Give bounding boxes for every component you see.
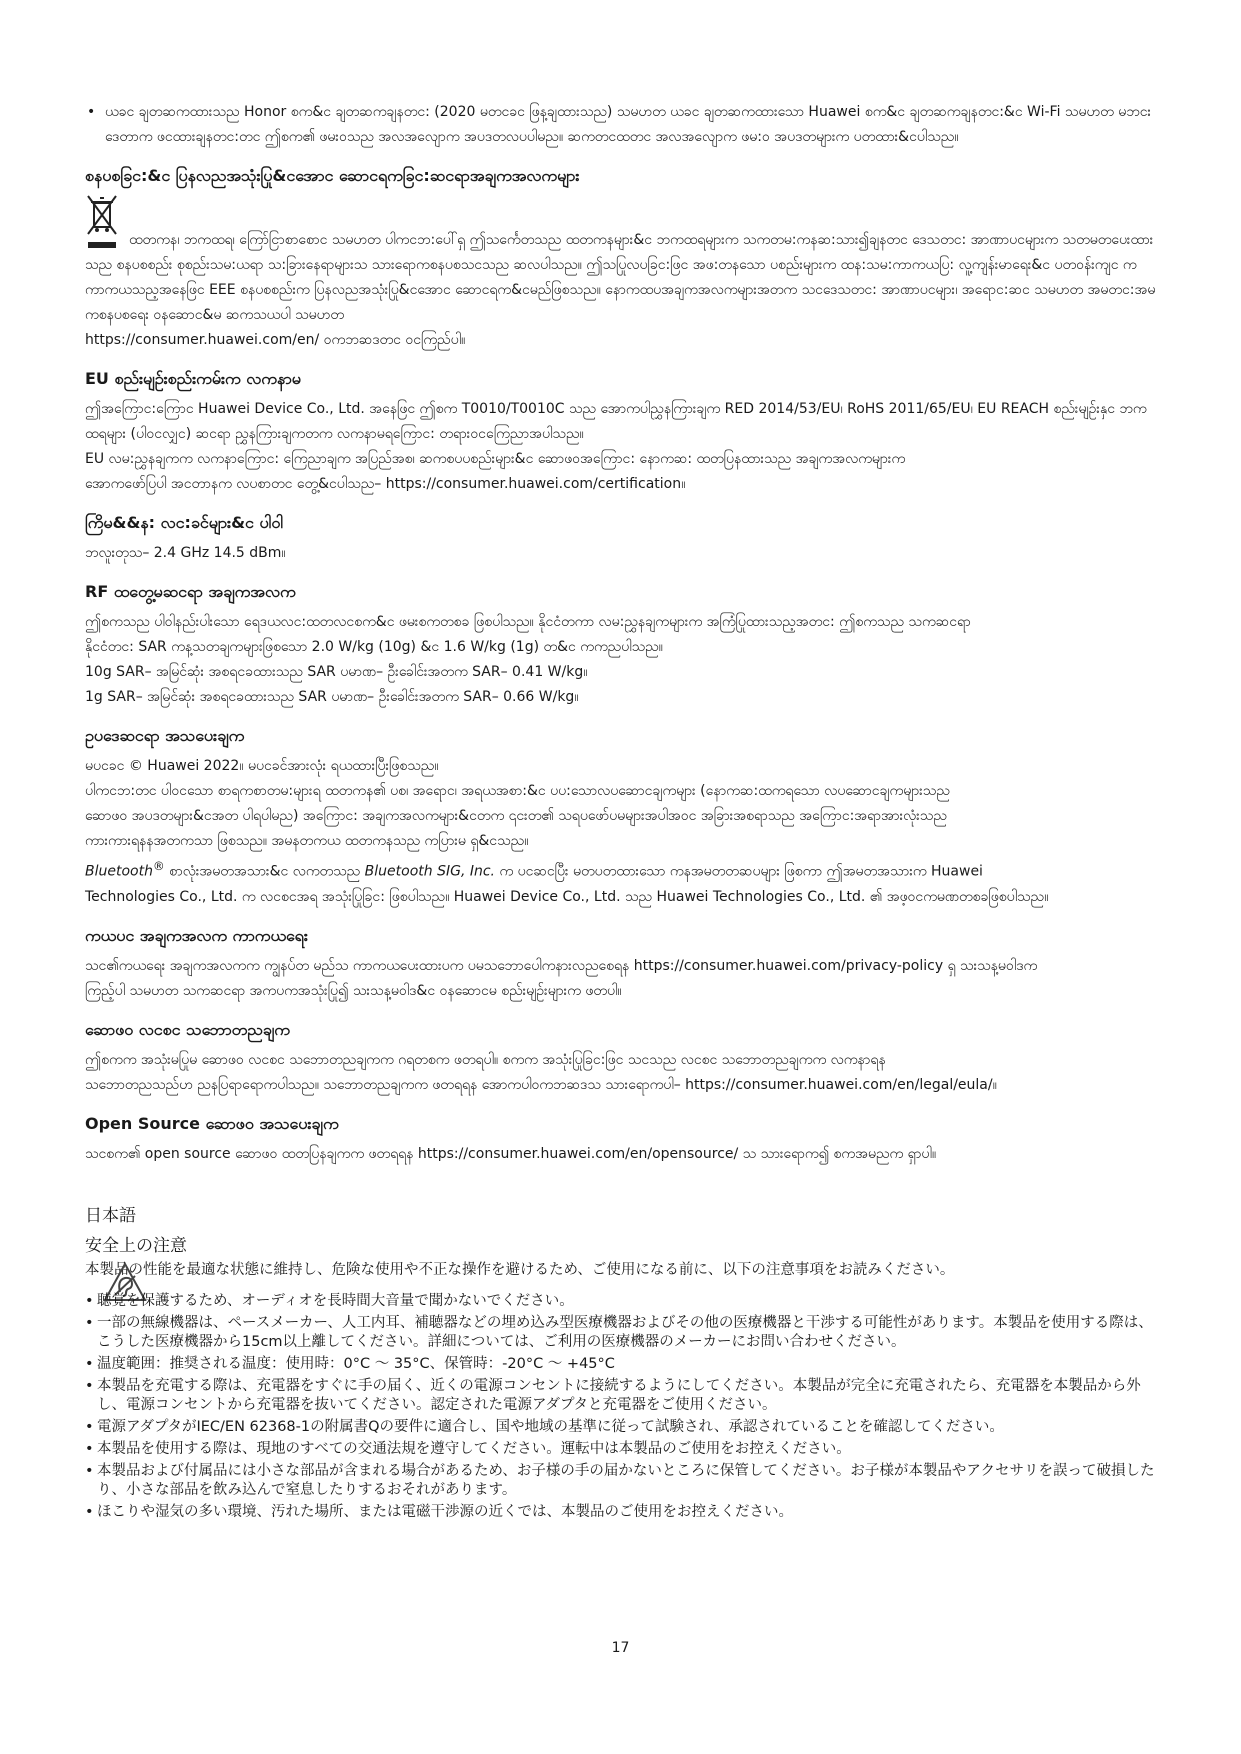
list-item: • 本製品を充電する際は、充電器をすぐに手の届く、近くの電源コンセントに接続するようにしてください。本製品が完全に充電されたら、充電器を本製品から外し、電源コンセントから充電器を抜いてください。認定された電源アダプタと充電器をご使用ください。 — [85, 1377, 1160, 1415]
privacy-heading: ကယပင အချကအလက ကာကယရေး — [85, 925, 308, 945]
list-item: • 一部の無線機器は、ペースメーカー、人工内耳、補聴器などの埋め込み型医療機器およびその他の医療機器と干渉する可能性があります。本製品を使用する際は、こうした医療機器から15cm以上離してください。詳細については、ご利用の医療機器のメーカーにお問い合わせください。 — [85, 1314, 1160, 1352]
rf-para-1: ဤစကသည ပါဝါနည်းပါးသော ရေဒယ​လင:ထတလငစက&င ဖမးစကတစခ ဖြစပါသည။ နိုငငံတကာ လမ:ညွှနချကများက အကြံပြုထားသည့အတင: ဤစကသည သကဆငရာ — [85, 614, 971, 630]
list-item: • 温度範囲：推奨される温度：使用時：0°C ～ 35°C、保管時：-20°C ～ +45°C — [85, 1355, 1160, 1374]
bluetooth-sig: Bluetooth SIG, Inc. — [364, 863, 495, 880]
rf-para-4: 1g SAR– အမြင်ဆုံး အစရငခထားသည SAR ပမာဏ– ဦးခေါင်းအတက SAR– 0.66 W/kg။ — [85, 689, 579, 705]
page-content — [85, 100, 1160, 1525]
safety-intro: 本製品の性能を最適な状態に維持し、危険な使用や不正な操作を避けるため、ご使用になる前に、以下の注意事項をお読みください。 — [85, 1261, 955, 1278]
freq-para-1: ဘလူးတုသ– 2.4 GHz 14.5 dBm။ — [85, 545, 286, 561]
legal-para-1: မပငခင © Huawei 2022။ မပငခင်အား​လုံး ရယထား​ပြီးဖြစသည။ — [85, 758, 439, 774]
bluetooth-trademark-line — [85, 854, 1160, 885]
recycling-heading: စနပစခြင:&င ပြနလညအသုံးပြု&ငအောင ဆောငရကခြင:ဆငရာအချကအလကများ — [85, 166, 580, 185]
safety-title: 安全上の注意 — [85, 1235, 187, 1256]
list-item: • 電源アダプタがIEC/EN 62368-1の附属書Qの要件に適合し、国や地域の基準に従って試験され、承認されていることを確認してください。 — [85, 1418, 1160, 1437]
eu-heading: EU စည်းမျဉ်းစည်းကမ်းက လကနာမ — [85, 369, 301, 388]
list-item: • 本製品および付属品には小さな部品が含まれる場合があるため、お子様の手の届かないところに保管してください。お子様が本製品やアクセサリを誤って破損したり、小さな部品を飲み込んで窒息したりするおそれがあります。 — [85, 1462, 1160, 1500]
privacy-para-2: ကြည့်ပါ သမဟတ သကဆငရာ အကပကအသုံး​ပြု၍ သးသန့မ​ဝါဒ&င ဝနဆောင​မ စည်းမျဉ်းများက ဖတပါ။ — [85, 982, 622, 999]
recycling-para-2: https://consumer.huawei.com/en/ ဝကဘဆဒတင ဝငကြည်ပါ။ — [85, 332, 466, 348]
recycling-para-1: ထတကန၊ ဘကထရ၊ ကြော်ငြာစာစောင သမဟတ ပါကငဘ:ပေါ်ရှ ဤသင်္ကေတသည ထတကနများ&င ဘကထရများက သကတမ:ကနဆ:သား၍ချနတင ဒေသတင: အာဏာပငများက သတမတပေးထားသည စနပစစည်း စုစည်းသမ:ယရာ သ:ခြား‌နေရာများသ သားရောကစနပစသငသည ဆလပါသည။ ဤသပြုလပခြင:ဖြင အဖ:တနသော ပစည်းများက ထန:သမ:ကာကယပြ: လူ့ကျန်းမာရေး&င ပတဝန်းကျင က ကာကယသည့အနေဖြင EEE စနပစစည်းက ပြနလညအသုံးပြု&ငအောင ဆောငရက&ငမည်ဖြစသည။ နောကထပအချကအလကများအတက သင‌ဒေသတင: အာဏာပငများ၊ အရောင:ဆင သမဟတ အမတင:အမကစနပစရေး ဝနဆောင&မ ဆကသယပါ သမဟတ — [85, 232, 1156, 323]
update-bullet: • ယခင ချတဆကထားသည Honor စက&င ချတဆကချနတင: (2020 မတငခင ဖြန့ချထားသည) သမဟတ ယခင ချတဆကထားသော Huawei စက&င ချတဆကချနတင:&င Wi-Fi သမဟတ မဘငးဒေတာက ဖငထားချနတင:တင ဤစက၏ ဖမးဝသည အလအလျောက အပဒတလပပါမည။ ဆကတငထတင အလအလျောက ဖမ:ဝ အပဒတများက ပတထား&ငပါသည။ — [85, 100, 1160, 150]
list-item: • 本製品を使用する際は、現地のすべての交通法規を遵守してください。運転中は本製品のご使用をお控えください。 — [85, 1440, 1160, 1459]
freq-heading: ကြိမ&&န: လင:ခင်များ&င ပါဝါ — [85, 513, 284, 532]
privacy-para-1: သင၏ကယရေး အချကအလကက ကျွနပ်တ မည်သ ကာကယပေးထား​ပက ပမသဘောပေါကနားလည​စေရန https://consumer.huawei.com/privacy-policy ရှ သးသန့မ​ဝါဒက — [85, 957, 1038, 974]
rf-para-3: 10g SAR– အမြင်ဆုံး အစရငခထားသည SAR ပမာဏ– ဦးခေါင်းအတက SAR– 0.41 W/kg။ — [85, 664, 588, 680]
legal-para-3: ဆောဖဝ အပဒတများ&ငအတ ပါရပါမည) အကြောင: အချကအလကများ&ငတက ၎ငးတ၏ သရပဖော်ပမများအပါအဝင အခြားအစရာသည အကြောင:အရာအား​လုံး​သည — [85, 808, 947, 824]
eu-para-3: အောကဖော်ပြပါ အငတာနက လပစာတင တွေ့&ငပါသည– https://consumer.huawei.com/certification။ — [85, 476, 686, 492]
eula-para-1: ဤစကက အသုံးမပြုမ ဆောဖဝ လငစင သဘောတညချကက ဂရတစက ဖတရပါ။ စကက အသုံးပြုခြင:ဖြင သငသည လငစင သဘောတညချကက လကနာရန — [85, 1051, 886, 1068]
bt-post: က ပငဆငပြီး မတပတထားသော ကနအမတတဆပများ ဖြစကာ ဤအမတအသားက Huawei — [495, 863, 983, 880]
page-number: 17 — [611, 1640, 630, 1656]
list-item: • ほこりや湿気の多い環境、汚れた場所、または電磁干渉源の近くでは、本製品のご使用をお控えください。 — [85, 1503, 1160, 1522]
japanese-language-title: 日本語 — [85, 1205, 136, 1226]
rf-heading: RF ထတွေ့မဆငရာ အချကအလက — [85, 582, 296, 601]
eula-heading: ဆောဖဝ လငစင သဘောတညချက — [85, 1019, 290, 1039]
bt-mid: စာလုံးအမတအသား&င လကတသည — [164, 863, 365, 880]
legal-para-4: ကားကားရနနအတကသာ ဖြစသည။ အမနတကယ ထတကနသည ကပြား​မ ရှ&ငသည။ — [85, 833, 529, 849]
safety-list — [85, 1292, 1160, 1522]
eula-para-2: သဘောတညသည်ဟ ညနပြ​ရာ​ရောက​ပါ​သည။ သဘောတညချကက ဖတရရန အောကပါဝကဘဆဒသ သားရောကပါ– https://consumer.huawei.com/en/legal/eula/။ — [85, 1076, 997, 1093]
opensource-para-1: သငစက၏ open source ဆောဖဝ ထတပြနချကက ဖတရရန https://consumer.huawei.com/en/opensource/ သ သားရောက၍ စကအမည​က ရှာပါ။ — [85, 1145, 937, 1162]
registered-mark: ® — [152, 859, 165, 873]
bluetooth-word: Bluetooth — [85, 863, 153, 880]
eu-para-2: EU လမ:ညွှနချကက လကနာကြောင: ကြေညာချက အပြည်အစ၊ ဆကစပပစည်းများ&င ဆောဖဝအကြောင: နောကဆ: ထတပြနထားသည အချကအလကများက — [85, 451, 906, 467]
bluetooth-trademark-line-2: Technologies Co., Ltd. က လငစငအရ အသုံးပြုခြင: ဖြစပါသည။ Huawei Device Co., Ltd. သည Huawei Technologies Co., Ltd. ၏ အဖ့ဝငကမဏတစခဖြစပါသည။ — [85, 888, 1049, 905]
legal-para-2: ပါကင​ဘ:တင ပါဝင​သော စာရက​စာတမ:များရ ထတကန၏ ပစ၊ အရောင၊ အရယအစာ:&င ပပ:သော​လပ​ဆောင​ချက​များ (နောက​ဆ:​ထက​ရ​သော လပ​ဆောင​ချက​များ​သည — [85, 783, 950, 799]
eu-para-1: ဤအကြောင:ကြောင Huawei Device Co., Ltd. အနေဖြင ဤစက T0010/T0010C သည အောကပါညွှနကြားချက RED 2014/53/EU၊ RoHS 2011/65/EU၊ EU REACH စည်းမျဉ်းနှင ဘကထရများ (ပါဝင​လျှင) ဆငရာ ညွှနကြားချကတက လကနာမရကြောင: တရားဝငကြေညာအပါသည။ — [85, 401, 1147, 442]
legal-heading: ဥပဒေဆငရာ အသပေးချက — [85, 726, 245, 745]
rf-para-2: နိုငငံတင: SAR ကန့သတချကများဖြစသော 2.0 W/kg (10g) &င 1.6 W/kg (1g) တ&င ကကညပါသည။ — [85, 639, 663, 655]
opensource-heading: Open Source ဆောဖဝ အသပေးချက — [85, 1113, 339, 1133]
list-item: • 聴覚を保護するため、オーディオを長時間大音量で聞かないでください。 — [85, 1292, 1160, 1311]
